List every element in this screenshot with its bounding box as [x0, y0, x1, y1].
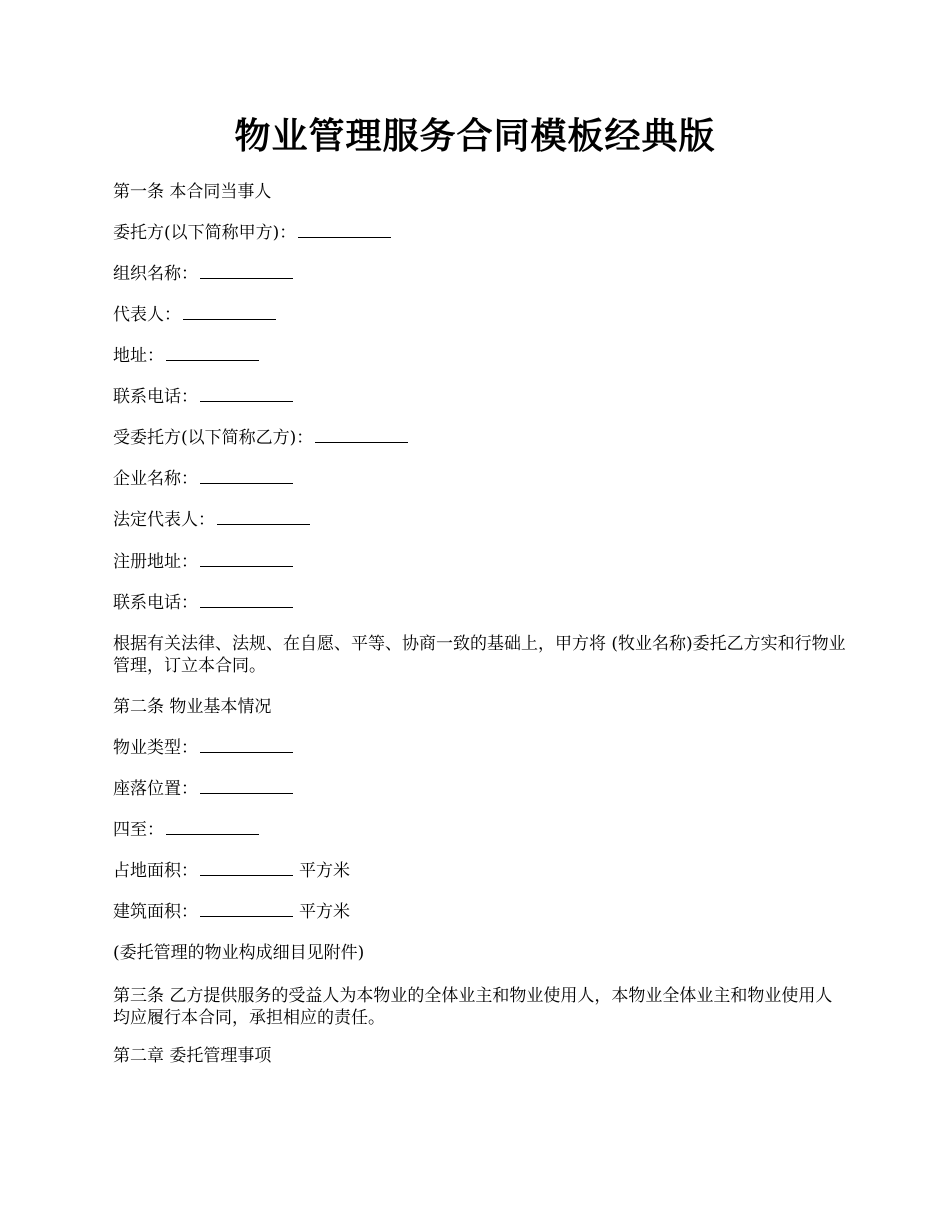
org-name-blank: [200, 264, 293, 279]
reg-address-label: 注册地址：: [113, 552, 198, 572]
org-name-line: [113, 263, 293, 285]
org-name-label: 组织名称：: [113, 264, 198, 284]
address-blank: [166, 346, 259, 361]
boundaries-line: [113, 819, 259, 841]
company-name-line: [113, 468, 293, 490]
building-area-line: [113, 901, 350, 923]
property-type-label: 物业类型：: [113, 738, 198, 758]
section1-heading: 第一条 本合同当事人: [113, 182, 272, 202]
boundaries-label: 四至：: [113, 820, 164, 840]
company-name-blank: [200, 469, 293, 484]
boundaries-blank: [166, 820, 259, 835]
legal-rep-blank: [217, 510, 310, 525]
land-area-line: [113, 860, 350, 882]
representative-blank: [183, 305, 276, 320]
phone-b-blank: [200, 593, 293, 608]
attachment-note: (委托管理的物业构成细目见附件): [113, 943, 365, 963]
party-b-line: [113, 427, 408, 449]
building-area-blank: [200, 902, 293, 917]
phone-a-blank: [200, 387, 293, 402]
chapter2-heading: 第二章 委托管理事项: [113, 1046, 272, 1066]
property-type-blank: [200, 738, 293, 753]
representative-line: [113, 304, 276, 326]
company-name-label: 企业名称：: [113, 469, 198, 489]
address-label: 地址：: [113, 346, 164, 366]
reg-address-blank: [200, 552, 293, 567]
land-area-label: 占地面积：: [113, 861, 198, 881]
section2-heading: 第二条 物业基本情况: [113, 697, 272, 717]
phone-a-line: [113, 386, 293, 408]
location-label: 座落位置：: [113, 779, 198, 799]
party-b-blank: [315, 428, 408, 443]
representative-label: 代表人：: [113, 305, 181, 325]
party-b-label: 受委托方(以下简称乙方)：: [113, 428, 314, 448]
party-a-line: [113, 222, 391, 244]
phone-b-label: 联系电话：: [113, 593, 198, 613]
land-area-unit: 平方米: [299, 861, 350, 881]
phone-b-line: [113, 592, 293, 614]
land-area-blank: [200, 861, 293, 876]
phone-a-label: 联系电话：: [113, 387, 198, 407]
reg-address-line: [113, 551, 293, 573]
property-type-line: [113, 737, 293, 759]
party-a-label: 委托方(以下简称甲方)：: [113, 223, 297, 243]
building-area-label: 建筑面积：: [113, 902, 198, 922]
location-blank: [200, 779, 293, 794]
section3-paragraph: 第三条 乙方提供服务的受益人为本物业的全体业主和物业使用人，本物业全体业主和物业使用人均应履行本合同，承担相应的责任。: [113, 986, 833, 1028]
building-area-unit: 平方米: [299, 902, 350, 922]
intro-paragraph: 根据有关法律、法规、在自愿、平等、协商一致的基础上，甲方将 (牧业名称)委托乙方实和行物业管理，订立本合同。: [113, 634, 846, 676]
legal-rep-label: 法定代表人：: [113, 510, 215, 530]
legal-rep-line: [113, 509, 310, 531]
party-a-blank: [298, 223, 391, 238]
location-line: [113, 778, 293, 800]
address-line: [113, 345, 259, 367]
document-title: 物业管理服务合同模板经典版: [234, 115, 716, 157]
